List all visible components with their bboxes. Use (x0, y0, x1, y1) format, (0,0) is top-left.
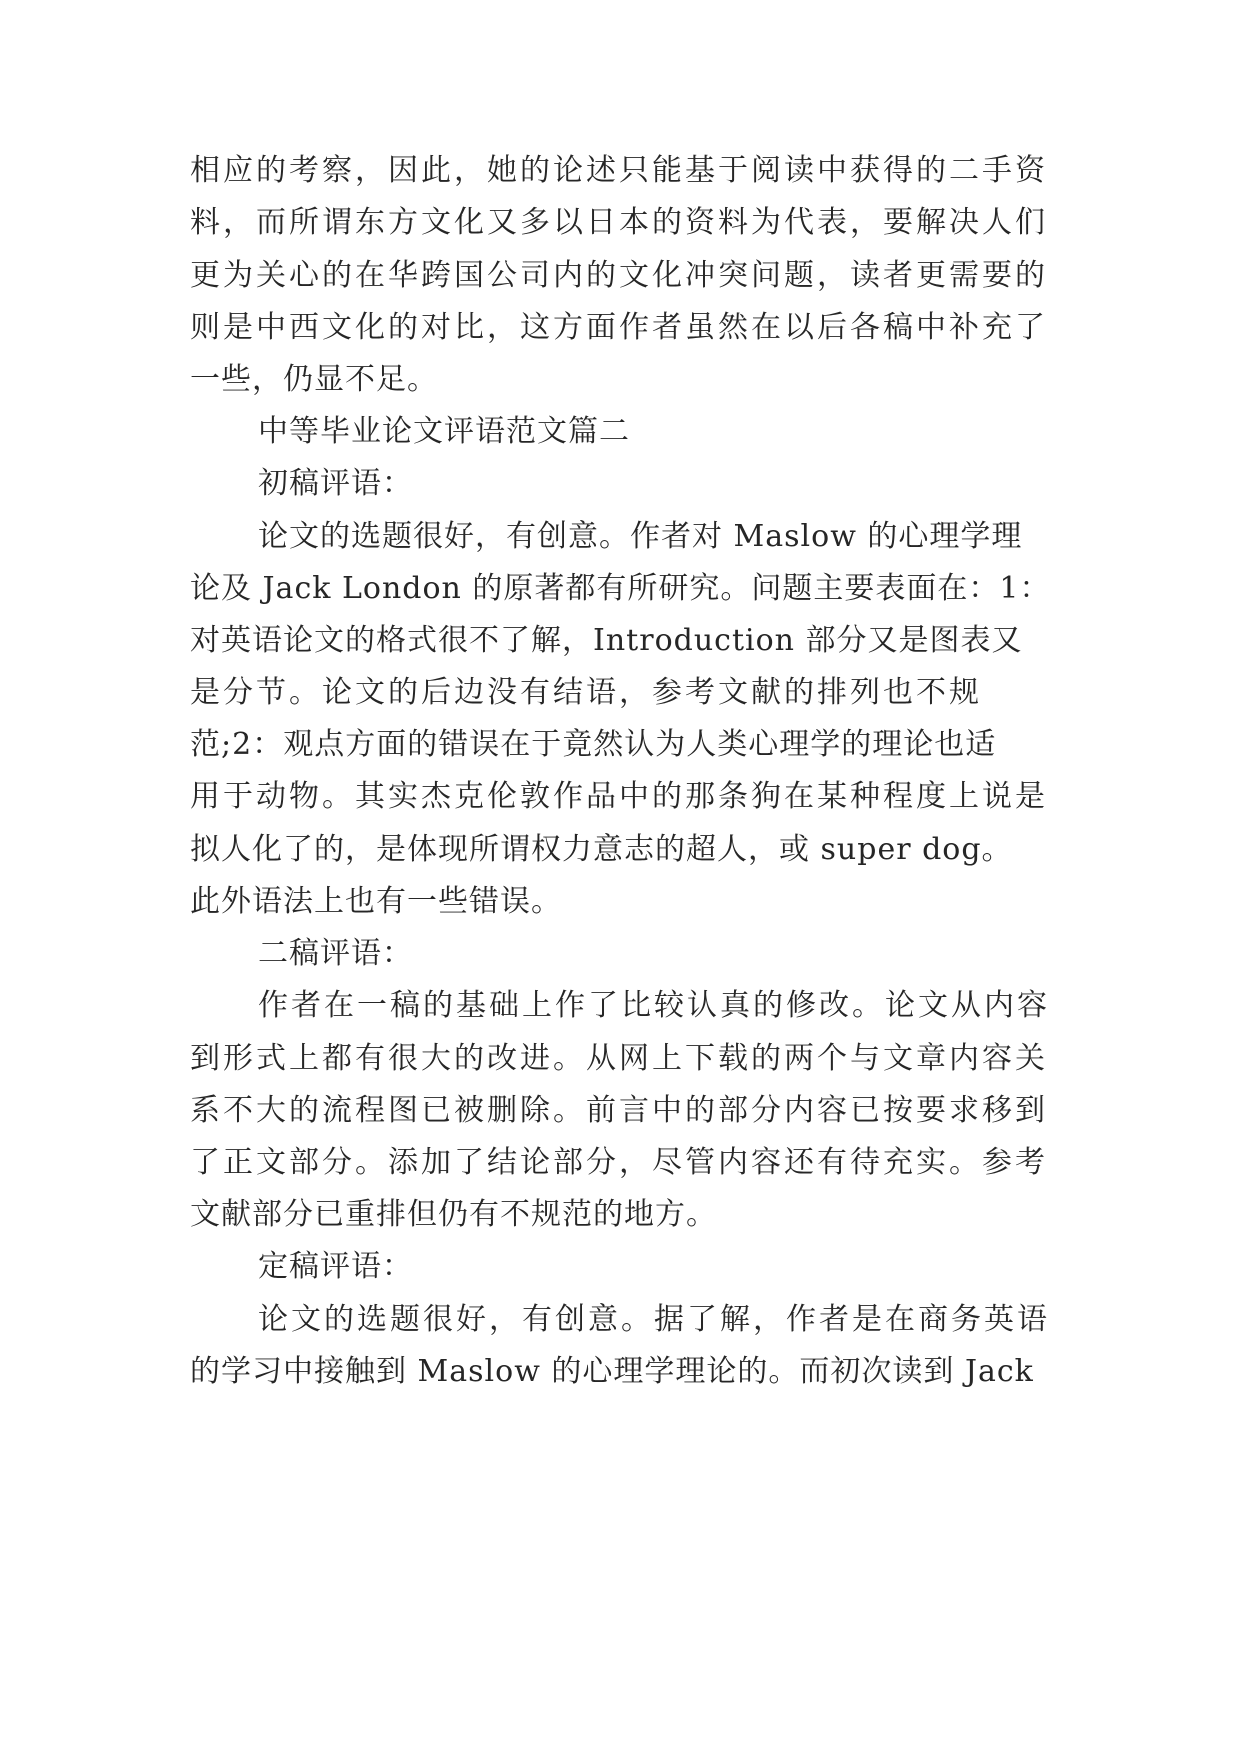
body-text-line: 到形式上都有很大的改进。从网上下载的两个与文章内容关 (190, 1041, 1048, 1076)
body-text-line: 论及 Jack London 的原著都有所研究。问题主要表面在：1： (190, 571, 1051, 606)
body-text-line: 相应的考察，因此，她的论述只能基于阅读中获得的二手资 (190, 153, 1048, 188)
body-text-line: 更为关心的在华跨国公司内的文化冲突问题，读者更需要的 (190, 258, 1048, 293)
body-text-line: 论文的选题很好，有创意。据了解，作者是在商务英语 (258, 1302, 1050, 1337)
body-text-line: 对英语论文的格式很不了解，Introduction 部分又是图表又 (190, 623, 1023, 658)
body-text-line: 文献部分已重排但仍有不规范的地方。 (190, 1197, 717, 1232)
subheading: 初稿评语： (258, 466, 413, 501)
body-text-line: 此外语法上也有一些错误。 (190, 884, 562, 919)
body-text-line: 一些，仍显不足。 (190, 362, 438, 397)
body-text-line: 作者在一稿的基础上作了比较认真的修改。论文从内容 (258, 988, 1050, 1023)
section-heading: 中等毕业论文评语范文篇二 (258, 414, 630, 449)
body-text-line: 用于动物。其实杰克伦敦作品中的那条狗在某种程度上说是 (190, 779, 1048, 814)
subheading: 定稿评语： (258, 1249, 413, 1284)
body-text-line: 了正文部分。添加了结论部分，尽管内容还有待充实。参考 (190, 1145, 1048, 1180)
body-text-line: 是分节。论文的后边没有结语，参考文献的排列也不规 (190, 675, 982, 710)
body-text-line: 系不大的流程图已被删除。前言中的部分内容已按要求移到 (190, 1093, 1048, 1128)
body-text-line: 论文的选题很好，有创意。作者对 Maslow 的心理学理 (258, 519, 1023, 554)
body-text-line: 拟人化了的，是体现所谓权力意志的超人，或 super dog。 (190, 832, 1013, 867)
body-text-line: 则是中西文化的对比，这方面作者虽然在以后各稿中补充了 (190, 310, 1048, 345)
body-text-line: 范;2：观点方面的错误在于竟然认为人类心理学的理论也适 (190, 727, 997, 762)
body-text-line: 料，而所谓东方文化又多以日本的资料为代表，要解决人们 (190, 205, 1048, 240)
subheading: 二稿评语： (258, 936, 413, 971)
body-text-line: 的学习中接触到 Maslow 的心理学理论的。而初次读到 Jack (190, 1354, 1034, 1389)
